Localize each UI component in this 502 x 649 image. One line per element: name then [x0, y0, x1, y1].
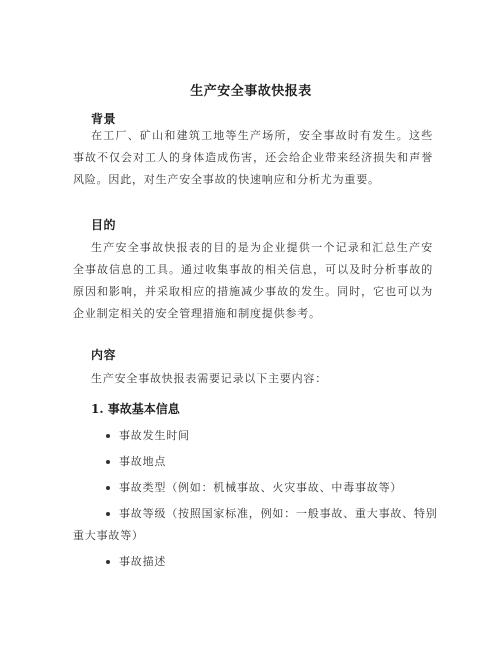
bullet-icon [106, 460, 110, 464]
bullet-icon [106, 512, 110, 516]
heading-content: 内容 [91, 348, 117, 362]
list-item-text: 事故等级（按照国家标准，例如：一般事故、重大事故、特别重大事故等） [73, 507, 438, 542]
bullet-icon [106, 560, 110, 564]
bullet-icon [106, 486, 110, 490]
list-item-text: 事故地点 [119, 455, 167, 468]
paragraph-background: 在工厂、矿山和建筑工地等生产场所，安全事故时有发生。这些事故不仅会对工人的身体造成伤害，还会给企业带来经济损失和声誉风险。因此，对生产安全事故的快速响应和分析尤为重要。 [73, 129, 433, 186]
bullet-icon [106, 434, 110, 438]
heading-purpose: 目的 [91, 218, 117, 232]
list-item [73, 477, 443, 499]
list-item [73, 503, 443, 547]
heading-background: 背景 [91, 112, 117, 126]
subsection-title: 1. 事故基本信息 [91, 402, 180, 416]
paragraph-purpose: 生产安全事故快报表的目的是为企业提供一个记录和汇总生产安全事故信息的工具。通过收集事故的相关信息，可以及时分析事故的原因和影响，并采取相应的措施减少事故的发生。同时，它也可以为企业制定相关的安全管理措施和制度提供参考。 [73, 241, 433, 320]
list-item-text: 事故描述 [119, 555, 167, 568]
list-item [73, 551, 443, 573]
list-item [73, 451, 443, 473]
bullet-list [73, 425, 443, 577]
list-item [73, 425, 443, 447]
document-title: 生产安全事故快报表 [190, 84, 312, 99]
list-item-text: 事故类型（例如：机械事故、火灾事故、中毒事故等） [119, 481, 403, 494]
list-item-text: 事故发生时间 [119, 429, 190, 442]
paragraph-content: 生产安全事故快报表需要记录以下主要内容： [91, 372, 327, 385]
